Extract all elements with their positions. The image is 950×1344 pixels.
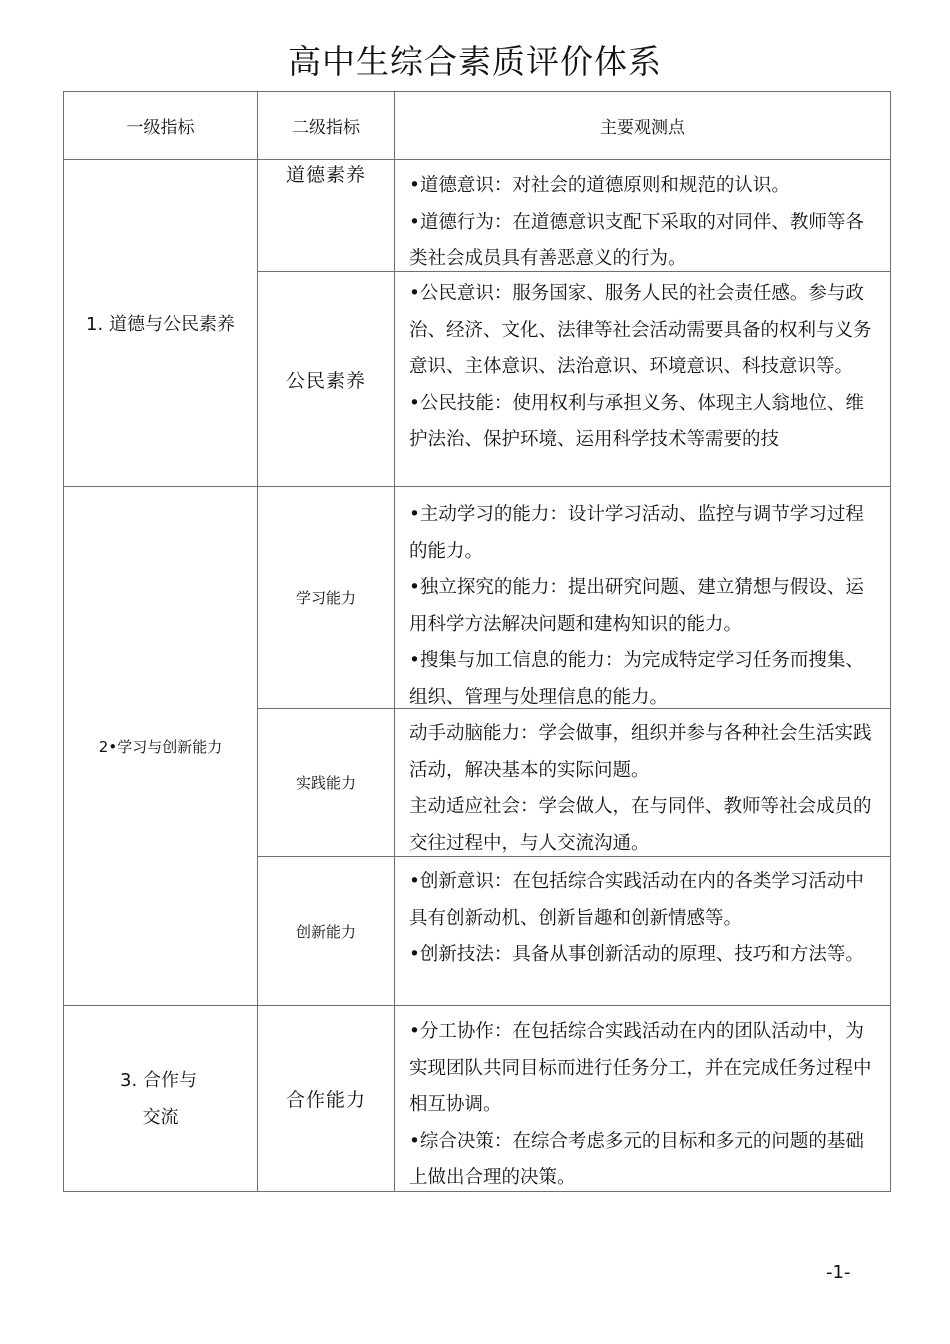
list-item: •独立探究的能力：提出研究问题、建立猜想与假设、运用科学方法解决问题和建构知识的能力。 [409,577,864,635]
header-level1: 一级指标 [126,118,195,138]
list-item: •道德意识：对社会的道德原则和规范的认识。 [409,175,790,196]
points-learning [409,497,881,716]
list-item: •搜集与加工信息的能力：为完成特定学习任务而搜集、组织、管理与处理信息的能力。 [409,650,864,708]
points-moral [409,168,881,278]
level1-cooperation-line2: 交流 [142,1106,179,1128]
list-item: •分工协作：在包括综合实践活动在内的团队活动中，为实现团队共同目标而进行任务分工，并在完成任务过程中相互协调。 [409,1021,872,1115]
table-border-right [890,91,891,1192]
points-practice [409,716,883,862]
level1-moral-civic: 1. 道德与公民素养 [86,314,235,335]
list-item: •综合决策：在综合考虑多元的目标和多元的问题的基础上做出合理的决策。 [409,1130,864,1188]
header-points: 主要观测点 [600,118,685,138]
level2-learning: 学习能力 [295,589,356,607]
list-item: •公民意识：服务国家、服务人民的社会责任感。参与政治、经济、文化、法律等社会活动需要具备的权利与义务意识、主体意识、法治意识、环境意识、科技意识等。 [409,283,872,377]
list-item: •主动学习的能力：设计学习活动、监控与调节学习过程的能力。 [409,504,864,562]
level2-innovation: 创新能力 [295,922,356,941]
points-cooperation [409,1014,881,1197]
level1-learning-innovation: 2•学习与创新能力 [98,737,223,756]
level2-practice: 实践能力 [295,774,356,792]
page-number: -1- [826,1262,851,1283]
page-title: 高中生综合素质评价体系 [288,42,662,81]
list-item: •创新技法：具备从事创新活动的原理、技巧和方法等。 [409,944,864,965]
level2-cooperation: 合作能力 [285,1089,366,1111]
points-civic [409,276,881,486]
header-level2: 二级指标 [292,118,360,138]
list-item: •道德行为：在道德意识支配下采取的对同伴、教师等各类社会成员具有善恶意义的行为。 [409,211,864,269]
level2-civic: 公民素养 [285,369,366,392]
column-divider [394,91,395,1192]
points-innovation [409,864,881,974]
level1-cooperation [64,1006,257,1191]
level1-cooperation-line1: 3. 合作与 [120,1069,197,1091]
list-item: 主动适应社会：学会做人，在与同伴、教师等社会成员的交往过程中，与人交流沟通。 [409,796,872,854]
list-item: 动手动脑能力：学会做事，组织并参与各种社会生活实践活动，解决基本的实际问题。 [409,723,872,781]
list-item: •公民技能：使用权利与承担义务、体现主人翁地位、维护法治、保护环境、运用科学技术等需要的技 [409,392,864,450]
list-item: •创新意识：在包括综合实践活动在内的各类学习活动中具有创新动机、创新旨趣和创新情感等。 [409,871,864,929]
level2-moral: 道德素养 [285,164,366,186]
